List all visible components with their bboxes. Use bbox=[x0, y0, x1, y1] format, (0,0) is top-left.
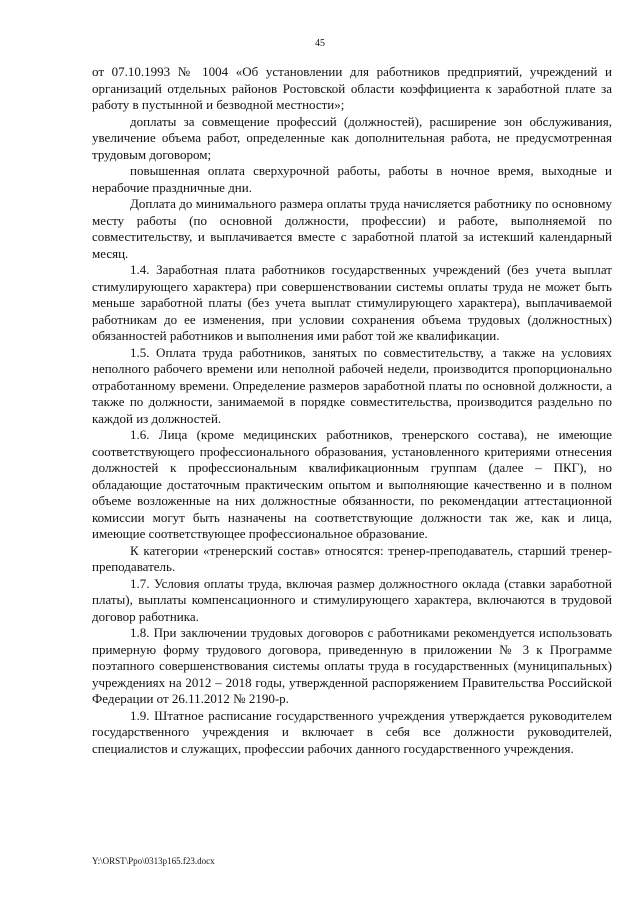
document-body bbox=[92, 64, 612, 757]
paragraph-1-8: 1.8. При заключении трудовых договоров с работниками рекомендуется использовать примерную форму трудового договора, приведенную в приложении № 3 к Программе поэтапного совершенствования системы оплаты труда в государственных (муниципальных) учреждениях на 2012 – 2018 годы, утвержденной распоряжением Правительства Российской Федерации от 26.11.2012 № 2190-р. bbox=[92, 625, 612, 706]
footer-file-path: Y:\ORST\Ppo\0313p165.f23.docx bbox=[92, 856, 215, 866]
paragraph-1-7: 1.7. Условия оплаты труда, включая размер должностного оклада (ставки заработной платы), выплаты компенсационного и стимулирующего характера, включаются в трудовой договор работника. bbox=[92, 575, 612, 624]
paragraph: повышенная оплата сверхурочной работы, работы в ночное время, выходные и нерабочие праздничные дни. bbox=[92, 163, 612, 195]
paragraph-1-9: 1.9. Штатное расписание государственного учреждения утверждается руководителем государственного учреждения и включает в себя все должности руководителей, специалистов и служащих, профессии рабочих данного государственного учреждения. bbox=[92, 707, 612, 756]
paragraph-1-6: 1.6. Лица (кроме медицинских работников, тренерского состава), не имеющие соответствующего профессионального образования, установленного критериями отнесения должностей к профессиональным квалификационным группам (далее – ПКГ), но обладающие достаточным практическим опытом и выполняющие качественно и в полном объеме возложенные на них должностные обязанности, по рекомендации аттестационной комиссии могут быть назначены на соответствующие должности так же, как и лица, имеющие соответствующее профессиональное образование. bbox=[92, 427, 612, 541]
paragraph-trainer-category: К категории «тренерский состав» относятся: тренер-преподаватель, старший тренер-преподаватель. bbox=[92, 542, 612, 574]
paragraph-continuation: от 07.10.1993 № 1004 «Об установлении для работников предприятий, учреждений и организаций отдельных районов Ростовской области коэффициента к заработной плате за работу в пустынной и безводной местности»; bbox=[92, 64, 612, 112]
page-number: 45 bbox=[315, 38, 325, 49]
paragraph-1-4: 1.4. Заработная плата работников государственных учреждений (без учета выплат стимулирующего характера) при совершенствовании системы оплаты труда не может быть меньше заработной платы (без учета выплат стимулирующего характера), выплачиваемой работникам до ее изменения, при условии сохранения объема трудовых (должностных) обязанностей работников и выполнения ими работ той же квалификации. bbox=[92, 262, 612, 343]
paragraph: доплаты за совмещение профессий (должностей), расширение зон обслуживания, увеличение объема работ, определенные как дополнительная работа, не предусмотренная трудовым договором; bbox=[92, 113, 612, 162]
paragraph-1-5: 1.5. Оплата труда работников, занятых по совместительству, а также на условиях неполного рабочего времени или неполной рабочей недели, производится пропорционально отработанному времени. Определение размеров заработной платы по основной должности, а также по должности, занимаемой в порядке совместительства, производится раздельно по каждой из должностей. bbox=[92, 344, 612, 426]
paragraph: Доплата до минимального размера оплаты труда начисляется работнику по основному месту работы (по основной должности, профессии) и работе, выполняемой по совместительству, и выплачивается вместе с заработной платой за истекший календарный месяц. bbox=[92, 196, 612, 261]
